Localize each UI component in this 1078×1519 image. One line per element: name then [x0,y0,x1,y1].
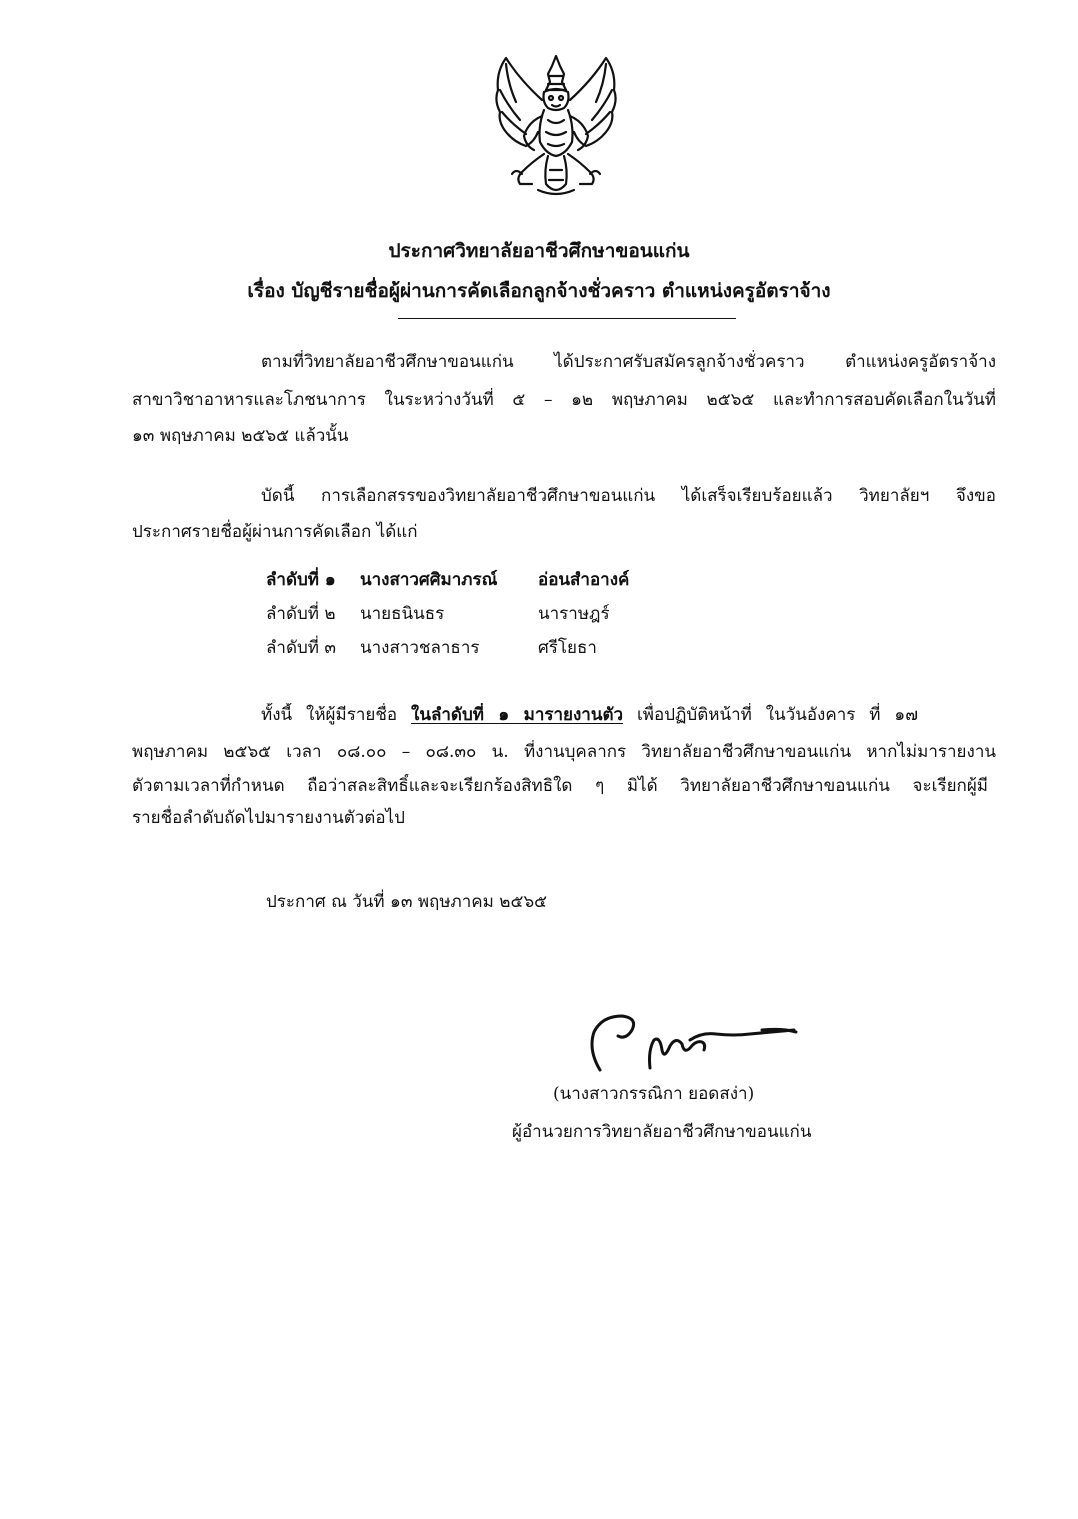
announcement-date: ประกาศ ณ วันที่ ๑๓ พฤษภาคม ๒๕๖๕ [266,892,548,912]
paragraph3-line2: พฤษภาคม ๒๕๖๕ เวลา ๐๘.๐๐ – ๐๘.๓๐ น. ที่งานบุคลากร วิทยาลัยอาชีวศึกษาขอนแก่น หากไม่มารายงาน [132,742,996,762]
paragraph1-line3: ๑๓ พฤษภาคม ๒๕๖๕ แล้วนั้น [132,426,349,446]
paragraph1-line2: สาขาวิชาอาหารและโภชนาการ ในระหว่างวันที่ ๕ – ๑๒ พฤษภาคม ๒๕๖๕ และทำการสอบคัดเลือกในวันที่ [132,390,996,410]
candidate-last-name: นาราษฎร์ [538,604,610,624]
handwritten-signature [586,1010,800,1074]
garuda-emblem-icon [486,50,626,200]
paragraph3-emphasis: ในลำดับที่ ๑ มารายงานตัว [411,705,624,725]
paragraph3-line1 [261,703,918,727]
paragraph3-intro-end: เพื่อปฏิบัติหน้าที่ ในวันอังคาร ที่ ๑๗ [623,705,918,725]
paragraph2-line2: ประกาศรายชื่อผู้ผ่านการคัดเลือก ได้แก่ [132,522,418,542]
rank-label: ลำดับที่ ๑ [266,570,336,590]
announcement-subject: เรื่อง บัญชีรายชื่อผู้ผ่านการคัดเลือกลูกจ้างชั่วคราว ตำแหน่งครูอัตราจ้าง [247,280,831,302]
candidate-last-name: ศรีโยธา [538,638,597,658]
candidate-last-name: อ่อนสำอางค์ [538,570,630,590]
candidate-first-name: นางสาวชลาธาร [360,638,480,658]
signatory-name: (นางสาวกรรณิกา ยอดสง่า) [553,1084,755,1104]
candidate-first-name: นายธนินธร [360,604,445,624]
signatory-position: ผู้อำนวยการวิทยาลัยอาชีวศึกษาขอนแก่น [512,1122,812,1142]
paragraph3-line4: รายชื่อลำดับถัดไปมารายงานตัวต่อไป [132,808,405,828]
candidate-first-name: นางสาวศศิมาภรณ์ [360,570,498,590]
paragraph2-line1: บัดนี้ การเลือกสรรของวิทยาลัยอาชีวศึกษาขอนแก่น ได้เสร็จเรียบร้อยแล้ว วิทยาลัยฯ จึงขอ [261,486,996,506]
rank-label: ลำดับที่ ๒ [266,604,336,624]
title-divider [398,318,736,319]
paragraph1-line1: ตามที่วิทยาลัยอาชีวศึกษาขอนแก่น ได้ประกาศรับสมัครลูกจ้างชั่วคราว ตำแหน่งครูอัตราจ้าง [261,352,996,372]
rank-label: ลำดับที่ ๓ [266,638,337,658]
paragraph3-intro: ทั้งนี้ ให้ผู้มีรายชื่อ [261,705,412,725]
paragraph3-line3: ตัวตามเวลาที่กำหนด ถือว่าสละสิทธิ์และจะเรียกร้องสิทธิใด ๆ มิได้ วิทยาลัยอาชีวศึกษาขอนแก่น จะเรียกผู้มี [132,776,988,796]
announcement-title: ประกาศวิทยาลัยอาชีวศึกษาขอนแก่น [388,240,690,262]
